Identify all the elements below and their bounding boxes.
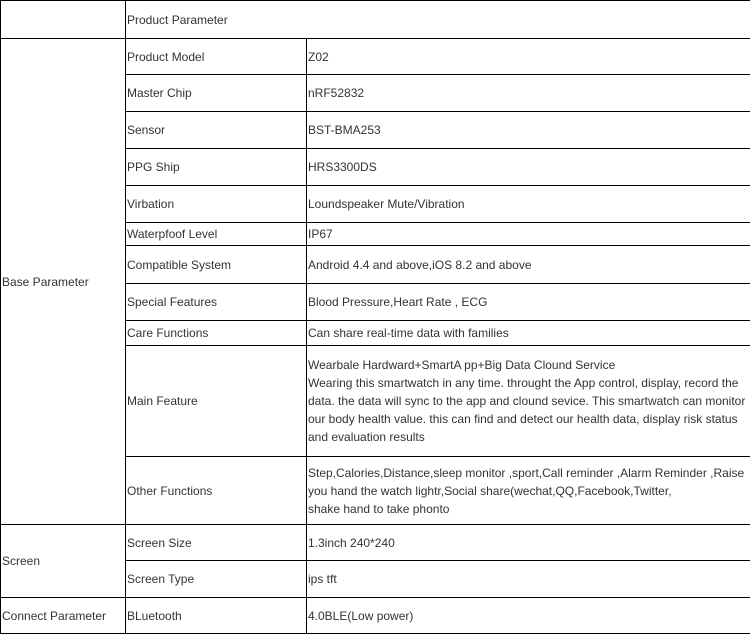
row-label: Other Functions [126,457,307,525]
row-value: 1.3inch 240*240 [307,525,750,561]
row-label: Master Chip [126,75,307,112]
row-value: ips tft [307,561,750,598]
row-label: Virbation [126,186,307,223]
group-label-base: Base Parameter [1,39,126,525]
row-value: Can share real-time data with families [307,321,750,346]
row-value: Android 4.4 and above,iOS 8.2 and above [307,246,750,284]
row-label: Main Feature [126,346,307,457]
row-value: Step,Calories,Distance,sleep monitor ,sport,Call reminder ,Alarm Reminder ,Raise you hand the watch lightr,Social share(wechat,QQ,Facebook,Twitter, shake hand to take phonto [307,457,750,525]
table-row [1,1,750,39]
row-value: nRF52832 [307,75,750,112]
row-value: Z02 [307,39,750,75]
row-label: BLuetooth [126,598,307,634]
row-label: Screen Type [126,561,307,598]
row-label: PPG Ship [126,149,307,186]
row-label: Product Model [126,39,307,75]
row-label: Sensor [126,112,307,149]
group-label-screen: Screen [1,525,126,598]
row-value: BST-BMA253 [307,112,750,149]
group-label-connect: Connect Parameter [1,598,126,634]
table-row [1,525,750,561]
corner-cell [1,1,126,39]
row-value: HRS3300DS [307,149,750,186]
row-label: Special Features [126,284,307,321]
row-value: Blood Pressure,Heart Rate , ECG [307,284,750,321]
row-value: 4.0BLE(Low power) [307,598,750,634]
row-label: Screen Size [126,525,307,561]
row-label: Compatible System [126,246,307,284]
table-row [1,39,750,75]
row-value: Loundspeaker Mute/Vibration [307,186,750,223]
table-title: Product Parameter [126,1,750,39]
row-label: Care Functions [126,321,307,346]
row-label: Waterpfoof Level [126,223,307,246]
row-value: Wearbale Hardward+SmartA pp+Big Data Clound Service Wearing this smartwatch in any time. throught the App control, display, record the data. the data will sync to the app and clound sevice. This smartwatch can monitor our body health value. this can find and detect our health data, display risk status and evaluation results [307,346,750,457]
row-value: IP67 [307,223,750,246]
table-row [1,598,750,634]
